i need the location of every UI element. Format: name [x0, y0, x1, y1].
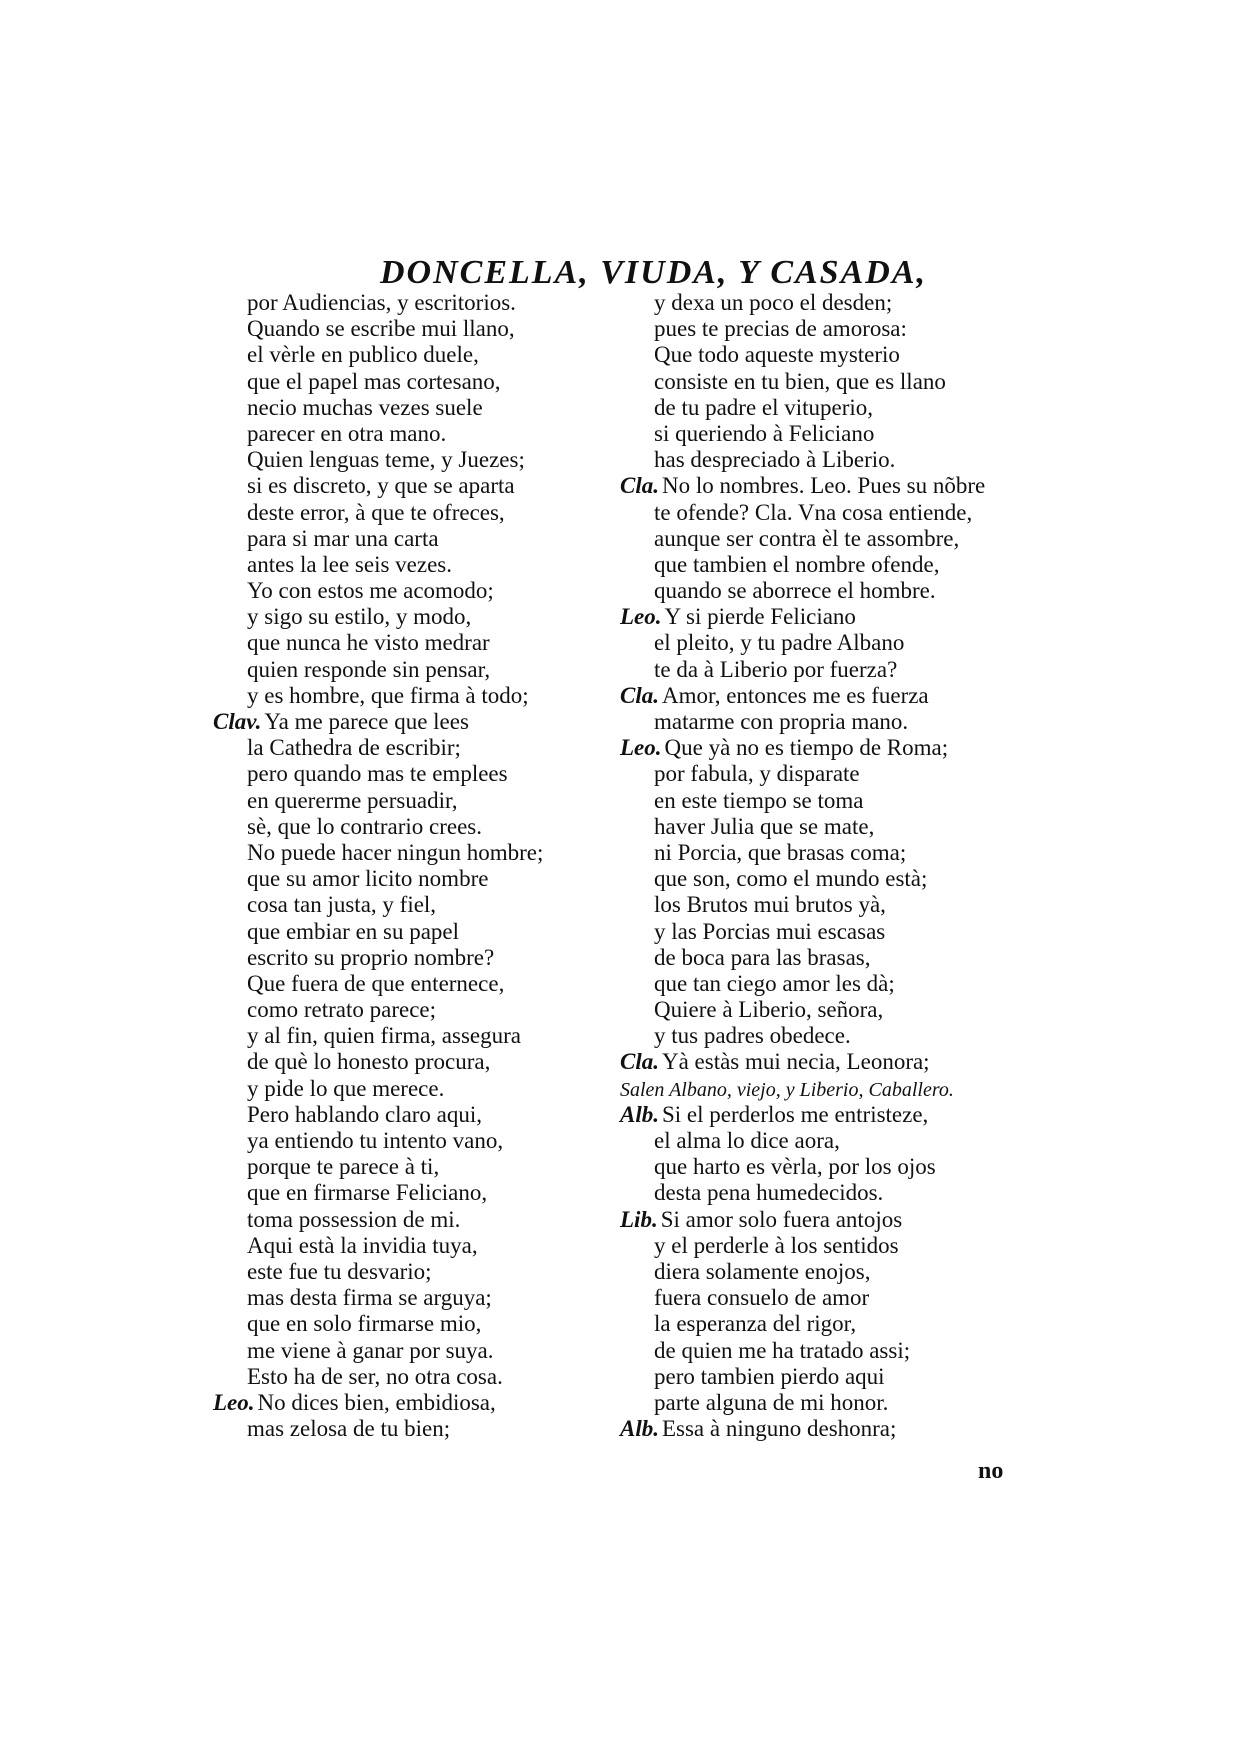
verse-text: te ofende? Cla. Vna cosa entiende,	[654, 499, 973, 525]
verse-line	[213, 1285, 573, 1311]
verse-text: Y si pierde Feliciano	[664, 604, 856, 630]
verse-text: has despreciado à Liberio.	[654, 447, 896, 473]
verse-text: Que yà no es tiempo de Roma;	[664, 735, 949, 761]
verse-text: por Audiencias, y escritorios.	[247, 290, 516, 315]
verse-text: y pide lo que merece.	[247, 1075, 445, 1101]
verse-line	[213, 552, 573, 578]
verse-text: por fabula, y disparate	[654, 761, 860, 787]
verse-line	[620, 1259, 1040, 1285]
verse-text: consiste en tu bien, que es llano	[654, 368, 946, 394]
verse-text: Quiere à Liberio, señora,	[654, 997, 884, 1023]
verse-line	[620, 814, 1040, 840]
verse-line	[213, 395, 573, 421]
speaker-label: Alb.	[620, 1416, 659, 1442]
verse-text: Si amor solo fuera antojos	[660, 1206, 903, 1232]
verse-line	[213, 342, 573, 368]
verse-line	[620, 395, 1040, 421]
verse-text: para si mar una carta	[247, 525, 439, 551]
verse-line	[213, 735, 573, 761]
verse-text: la Cathedra de escribir;	[247, 735, 461, 761]
verse-line	[620, 421, 1040, 447]
verse-text: parte alguna de mi honor.	[654, 1389, 889, 1415]
verse-text: No lo nombres. Leo. Pues su nõbre	[661, 473, 986, 499]
verse-text: los Brutos mui brutos yà,	[654, 892, 886, 918]
verse-text: porque te parece à ti,	[247, 1154, 440, 1180]
verse-line	[620, 1180, 1040, 1206]
verse-line	[213, 1154, 573, 1180]
verse-line	[620, 919, 1040, 945]
verse-text: este fue tu desvario;	[247, 1258, 432, 1284]
verse-line	[213, 683, 573, 709]
verse-line	[620, 630, 1040, 656]
verse-line	[620, 526, 1040, 552]
verse-text: en este tiempo se toma	[654, 787, 864, 813]
verse-text: y dexa un poco el desden;	[654, 290, 893, 315]
verse-text: Que todo aqueste mysterio	[654, 342, 900, 368]
verse-text: de quien me ha tratado assi;	[654, 1337, 911, 1363]
verse-line	[620, 1285, 1040, 1311]
verse-text: cosa tan justa, y fiel,	[247, 892, 437, 918]
verse-text: Pero hablando claro aqui,	[247, 1101, 483, 1127]
speaker-label: Leo.	[213, 1389, 255, 1415]
verse-line	[620, 1023, 1040, 1049]
verse-line	[213, 630, 573, 656]
verse-text: Yo con estos me acomodo;	[247, 578, 494, 604]
verse-text: No puede hacer ningun hombre;	[247, 839, 544, 865]
verse-text: quando se aborrece el hombre.	[654, 578, 936, 604]
verse-line	[620, 447, 1040, 473]
verse-text: ya entiendo tu intento vano,	[247, 1128, 504, 1153]
verse-text: parecer en otra mano.	[247, 420, 447, 446]
verse-text: Aqui està la invidia tuya,	[247, 1232, 478, 1258]
verse-text: que el papel mas cortesano,	[247, 368, 501, 394]
verse-line	[620, 1416, 1040, 1442]
verse-text: escrito su proprio nombre?	[247, 944, 495, 970]
left-text-column	[213, 290, 573, 1442]
verse-text: fuera consuelo de amor	[654, 1285, 870, 1311]
verse-line	[213, 1180, 573, 1206]
verse-text: y tus padres obedece.	[654, 1023, 851, 1049]
verse-line	[213, 814, 573, 840]
verse-text: te da à Liberio por fuerza?	[654, 656, 898, 682]
verse-line	[620, 709, 1040, 735]
verse-line	[620, 788, 1040, 814]
verse-text: deste error, à que te ofreces,	[247, 499, 505, 525]
verse-text: el pleito, y tu padre Albano	[654, 630, 905, 656]
right-text-column	[620, 290, 1040, 1442]
verse-line	[213, 369, 573, 395]
verse-line	[620, 473, 1040, 499]
verse-line	[213, 1416, 573, 1442]
verse-line	[620, 1128, 1040, 1154]
verse-text: desta pena humedecidos.	[654, 1180, 884, 1206]
verse-line	[620, 316, 1040, 342]
verse-text: que embiar en su papel	[247, 918, 460, 944]
verse-text: matarme con propria mano.	[654, 709, 909, 734]
verse-line	[213, 1128, 573, 1154]
verse-line	[620, 552, 1040, 578]
verse-line	[213, 1207, 573, 1233]
verse-line	[620, 840, 1040, 866]
verse-line	[213, 709, 573, 735]
verse-text: quien responde sin pensar,	[247, 656, 491, 682]
verse-text: y las Porcias mui escasas	[654, 918, 886, 944]
verse-text: mas zelosa de tu bien;	[247, 1416, 451, 1442]
verse-line	[213, 447, 573, 473]
verse-line	[213, 473, 573, 499]
speaker-label: Cla.	[620, 682, 659, 708]
verse-text: mas desta firma se arguya;	[247, 1285, 492, 1311]
verse-line	[620, 342, 1040, 368]
verse-line	[620, 892, 1040, 918]
verse-line	[620, 683, 1040, 709]
verse-line	[620, 500, 1040, 526]
verse-line	[213, 1233, 573, 1259]
verse-line	[620, 657, 1040, 683]
verse-text: Que fuera de que enternece,	[247, 970, 505, 996]
verse-line	[213, 1338, 573, 1364]
verse-line	[213, 997, 573, 1023]
verse-line	[213, 892, 573, 918]
verse-line	[213, 919, 573, 945]
verse-text: el alma lo dice aora,	[654, 1128, 840, 1153]
verse-text: de què lo honesto procura,	[247, 1049, 491, 1075]
verse-text: haver Julia que se mate,	[654, 813, 875, 839]
running-head: DONCELLA, VIUDA, Y CASADA,	[380, 254, 927, 291]
verse-line	[213, 761, 573, 787]
verse-line	[213, 1102, 573, 1128]
verse-text: pero quando mas te emplees	[247, 761, 508, 787]
verse-line	[213, 526, 573, 552]
verse-line	[620, 761, 1040, 787]
verse-text: que tambien el nombre ofende,	[654, 551, 940, 577]
verse-text: pero tambien pierdo aqui	[654, 1363, 885, 1389]
verse-line	[213, 788, 573, 814]
verse-text: que harto es vèrla, por los ojos	[654, 1154, 936, 1180]
verse-text: de tu padre el vituperio,	[654, 394, 874, 420]
verse-line	[213, 1259, 573, 1285]
speaker-label: Alb.	[620, 1101, 659, 1127]
verse-text: Yà estàs mui necia, Leonora;	[661, 1049, 930, 1075]
verse-text: aunque ser contra èl te assombre,	[654, 525, 960, 551]
verse-line	[213, 840, 573, 866]
stage-direction: Salen Albano, viejo, y Liberio, Caballero.	[620, 1078, 954, 1101]
verse-line	[213, 657, 573, 683]
verse-text: antes la lee seis vezes.	[247, 551, 452, 577]
verse-text: pues te precias de amorosa:	[654, 316, 907, 342]
verse-text: y al fin, quien firma, assegura	[247, 1023, 521, 1049]
verse-text: toma possession de mi.	[247, 1206, 461, 1232]
verse-line	[620, 997, 1040, 1023]
verse-text: Quien lenguas teme, y Juezes;	[247, 447, 525, 473]
verse-text: Si el perderlos me entristeze,	[661, 1101, 929, 1127]
verse-text: necio muchas vezes suele	[247, 394, 483, 420]
verse-line	[213, 1076, 573, 1102]
verse-text: Amor, entonces me es fuerza	[661, 682, 929, 708]
verse-line	[213, 604, 573, 630]
verse-line	[213, 1390, 573, 1416]
verse-text: de boca para las brasas,	[654, 944, 871, 970]
verse-line	[620, 945, 1040, 971]
speaker-label: Lib.	[620, 1206, 658, 1232]
verse-text: que son, como el mundo està;	[654, 866, 928, 892]
verse-text: y sigo su estilo, y modo,	[247, 604, 472, 630]
verse-line	[213, 500, 573, 526]
verse-line	[620, 1364, 1040, 1390]
verse-line	[620, 1233, 1040, 1259]
verse-text: que nunca he visto medrar	[247, 630, 490, 656]
verse-line	[620, 578, 1040, 604]
verse-text: Quando se escribe mui llano,	[247, 316, 515, 342]
verse-line	[620, 604, 1040, 630]
verse-line	[620, 1049, 1040, 1075]
verse-text: que su amor licito nombre	[247, 866, 489, 892]
catchword: no	[978, 1458, 1004, 1484]
verse-text: No dices bien, embidiosa,	[257, 1389, 496, 1415]
speaker-label: Cla.	[620, 1049, 659, 1075]
verse-text: Essa à ninguno deshonra;	[661, 1416, 897, 1442]
verse-line	[620, 290, 1040, 316]
verse-line	[620, 735, 1040, 761]
verse-line	[213, 1049, 573, 1075]
verse-text: ni Porcia, que brasas coma;	[654, 839, 907, 865]
verse-text: en quererme persuadir,	[247, 787, 458, 813]
verse-text: Ya me parece que lees	[264, 709, 469, 734]
verse-line	[620, 1311, 1040, 1337]
speaker-label: Leo.	[620, 735, 662, 761]
verse-text: que en solo firmarse mio,	[247, 1311, 482, 1337]
verse-text: sè, que lo contrario crees.	[247, 813, 483, 839]
verse-line	[620, 1207, 1040, 1233]
verse-line	[620, 1076, 1040, 1102]
verse-line	[213, 421, 573, 447]
verse-line	[213, 316, 573, 342]
verse-line	[213, 578, 573, 604]
verse-line	[213, 1023, 573, 1049]
verse-text: me viene à ganar por suya.	[247, 1337, 494, 1363]
verse-line	[620, 1154, 1040, 1180]
verse-text: Esto ha de ser, no otra cosa.	[247, 1363, 503, 1389]
verse-text: y el perderle à los sentidos	[654, 1232, 899, 1258]
verse-line	[620, 1390, 1040, 1416]
verse-text: si queriendo à Feliciano	[654, 420, 875, 446]
speaker-label: Leo.	[620, 604, 662, 630]
verse-line	[620, 1102, 1040, 1128]
verse-line	[620, 1338, 1040, 1364]
verse-line	[213, 290, 573, 316]
verse-line	[213, 1364, 573, 1390]
verse-text: y es hombre, que firma à todo;	[247, 682, 529, 708]
verse-text: si es discreto, y que se aparta	[247, 473, 515, 499]
verse-text: diera solamente enojos,	[654, 1258, 871, 1284]
verse-line	[620, 866, 1040, 892]
verse-text: la esperanza del rigor,	[654, 1311, 857, 1337]
verse-text: el vèrle en publico duele,	[247, 342, 479, 368]
speaker-label: Clav.	[213, 709, 262, 734]
verse-line	[213, 866, 573, 892]
verse-text: que en firmarse Feliciano,	[247, 1180, 488, 1206]
verse-text: como retrato parece;	[247, 997, 436, 1023]
verse-line	[620, 971, 1040, 997]
verse-line	[620, 369, 1040, 395]
speaker-label: Cla.	[620, 473, 659, 499]
verse-line	[213, 945, 573, 971]
verse-line	[213, 971, 573, 997]
verse-text: que tan ciego amor les dà;	[654, 970, 895, 996]
verse-line	[213, 1311, 573, 1337]
